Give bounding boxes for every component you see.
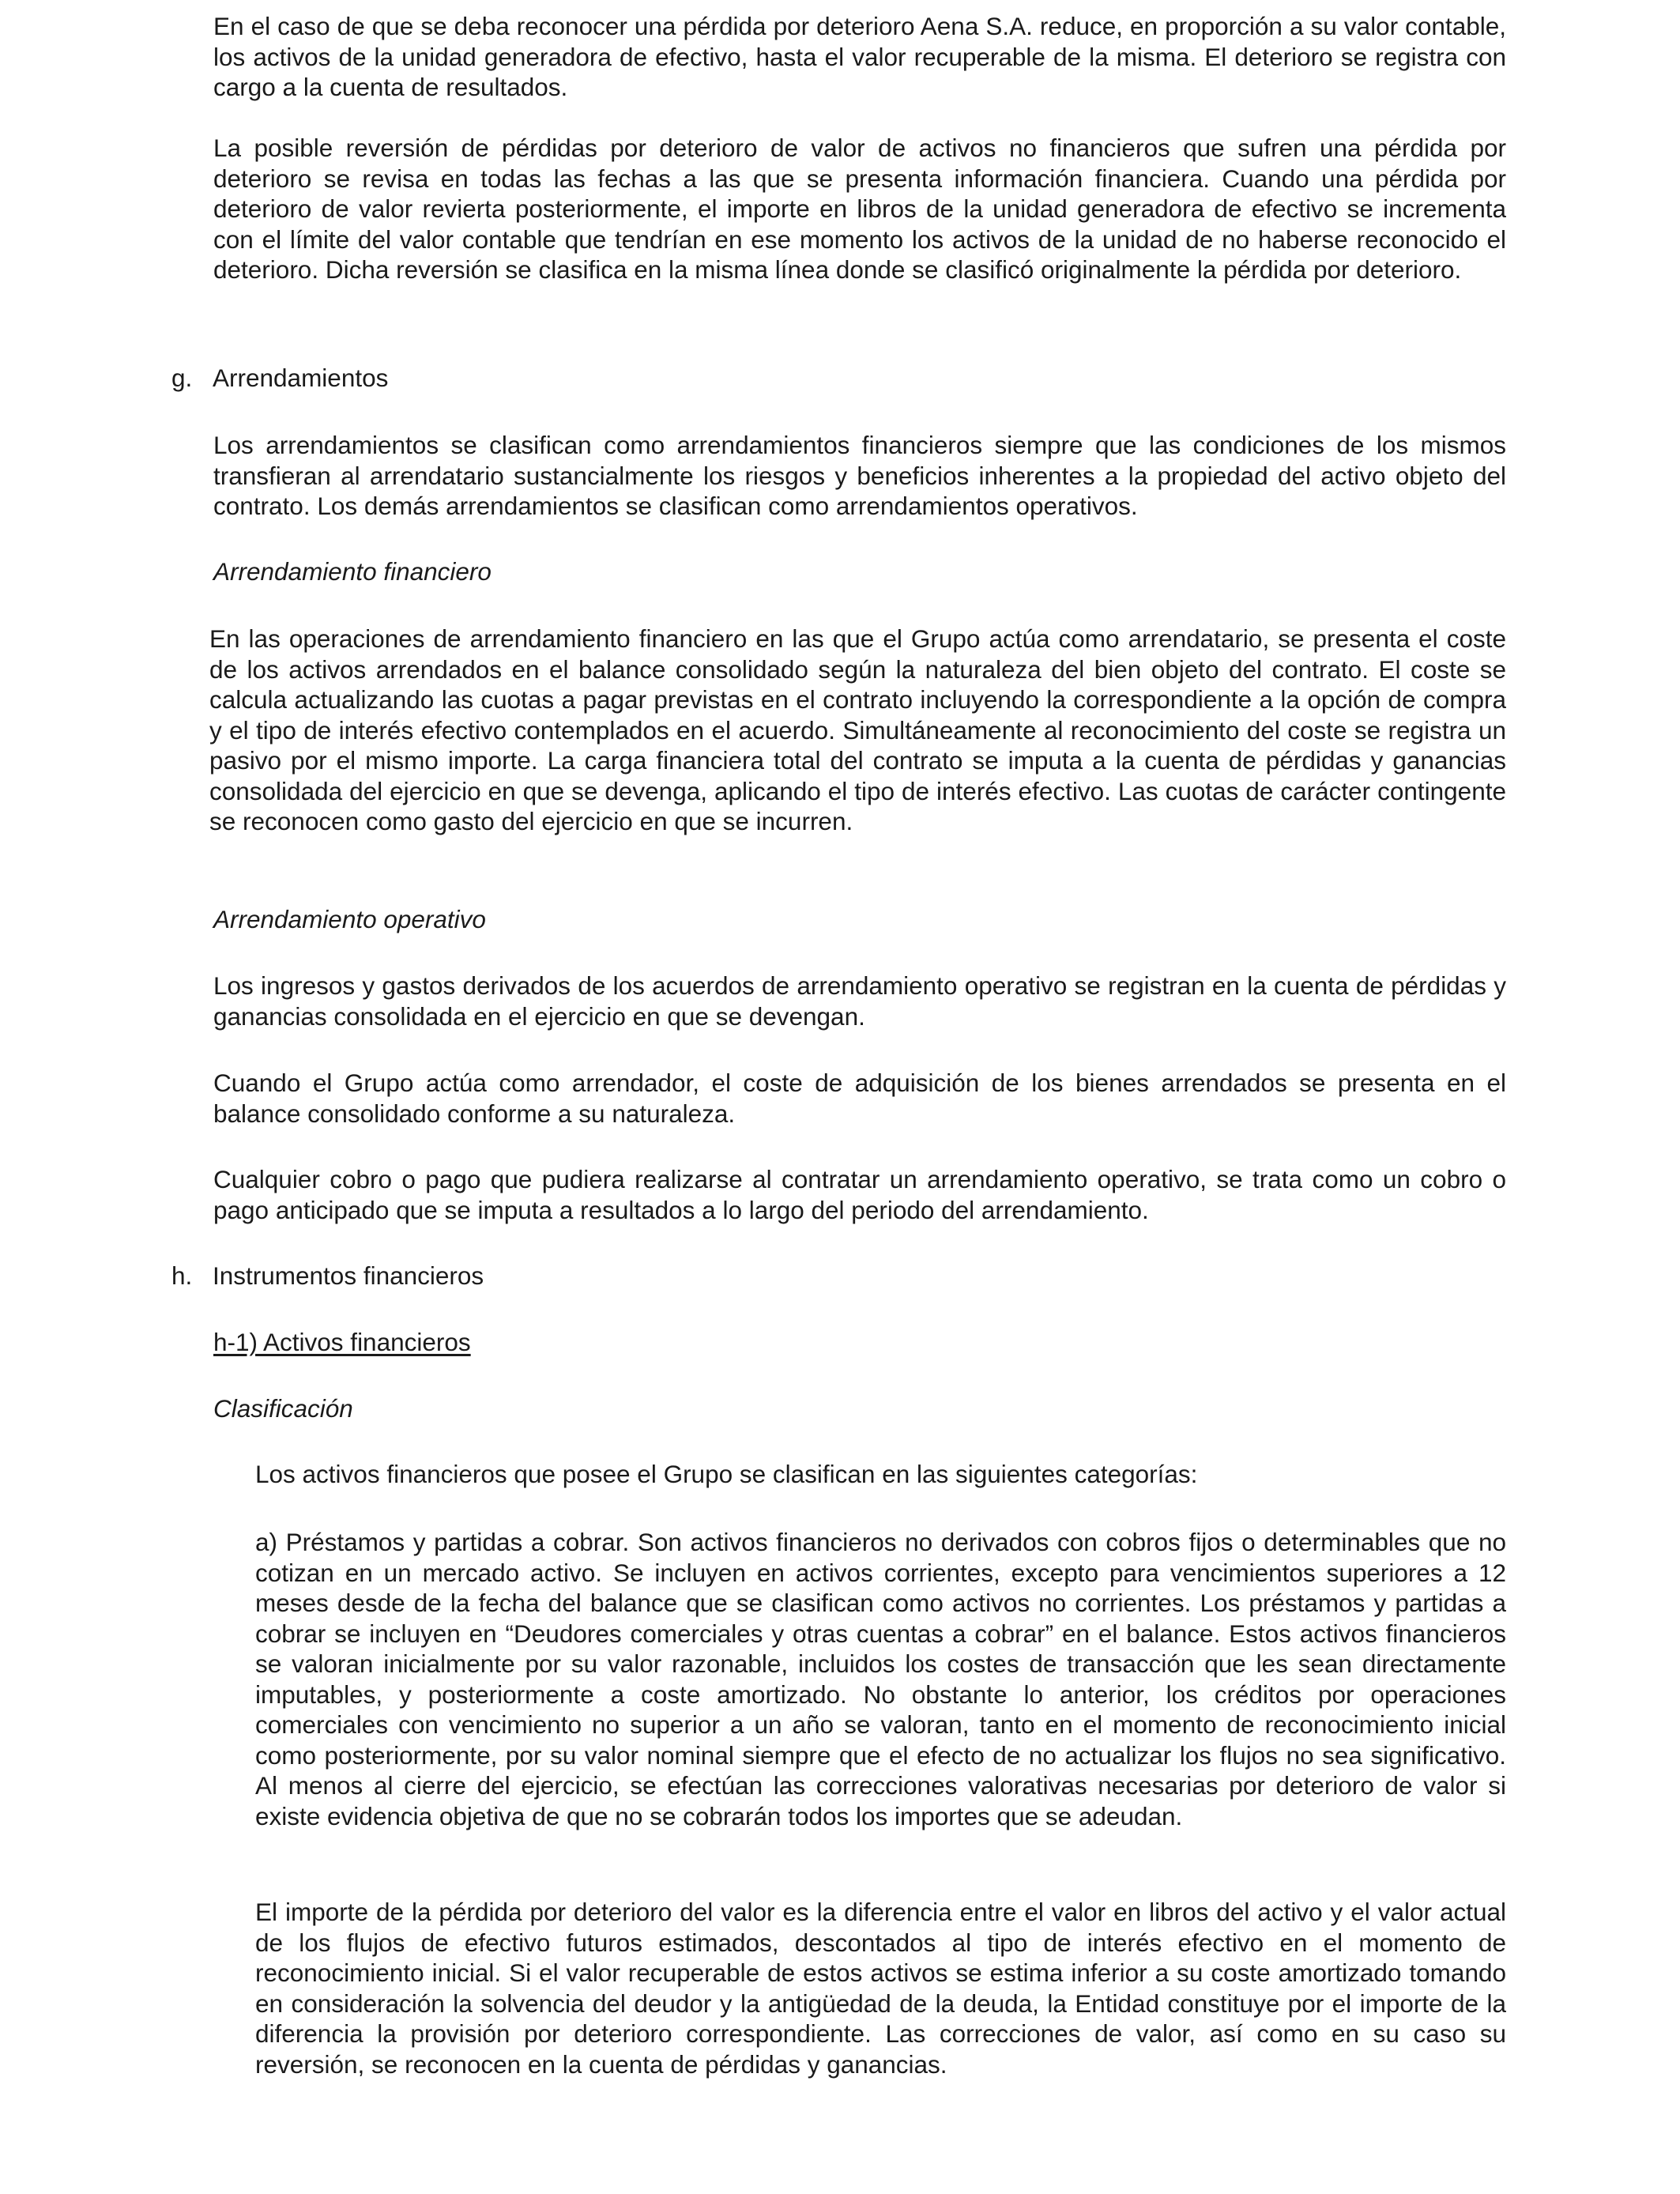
section-title-instrumentos-financieros: Instrumentos financieros <box>213 1261 484 1290</box>
paragraph-arrendamiento-operativo-3: Cualquier cobro o pago que pudiera realizarse al contratar un arrendamiento operativo, se trata como un cobro o pago anticipado que se imputa a resultados a lo largo del periodo del arrendamiento. <box>213 1165 1506 1224</box>
paragraph-deterioro-2: La posible reversión de pérdidas por deterioro de valor de activos no financieros que sufren una pérdida por deterioro se revisa en todas las fechas a las que se presenta información financiera. Cuando una pérdida por deterioro de valor revierta posteriormente, el importe en libros de la unidad generadora de efectivo se incrementa con el límite del valor contable que tendrían en ese momento los activos de la unidad de no haberse reconocido el deterioro. Dicha reversión se clasifica en la misma línea donde se clasificó originalmente la pérdida por deterioro. <box>213 134 1506 284</box>
paragraph-arrendamientos-intro: Los arrendamientos se clasifican como arrendamientos financieros siempre que las condiciones de los mismos transfieran al arrendatario sustancialmente los riesgos y beneficios inherentes a la propiedad del activo objeto del contrato. Los demás arrendamientos se clasifican como arrendamientos operativos. <box>213 431 1506 520</box>
section-letter-g: g. <box>171 364 193 392</box>
subheading-arrendamiento-financiero: Arrendamiento financiero <box>213 557 492 586</box>
paragraph-arrendamiento-operativo-2: Cuando el Grupo actúa como arrendador, el coste de adquisición de los bienes arrendados se presenta en el balance consolidado conforme a su naturaleza. <box>213 1069 1506 1128</box>
section-heading-h <box>171 1261 484 1291</box>
section-heading-g <box>171 363 388 394</box>
paragraph-clasificacion-intro: Los activos financieros que posee el Grupo se clasifican en las siguientes categorías: <box>255 1460 1198 1488</box>
subheading-clasificacion: Clasificación <box>213 1394 353 1423</box>
paragraph-arrendamiento-operativo-1: Los ingresos y gastos derivados de los acuerdos de arrendamiento operativo se registran en la cuenta de pérdidas y ganancias consolidada en el ejercicio en que se devengan. <box>213 971 1506 1031</box>
paragraph-perdida-deterioro: El importe de la pérdida por deterioro del valor es la diferencia entre el valor en libros del activo y el valor actual de los flujos de efectivo futuros estimados, descontados al tipo de interés efectivo en el momento de reconocimiento inicial. Si el valor recuperable de estos activos se estima inferior a su coste amortizado tomando en consideración la solvencia del deudor y la antigüedad de la deuda, la Entidad constituye por el importe de la diferencia la provisión por deterioro correspondiente. Las correcciones de valor, así como en su caso su reversión, se reconocen en la cuenta de pérdidas y ganancias. <box>255 1898 1506 2079</box>
paragraph-arrendamiento-financiero: En las operaciones de arrendamiento financiero en las que el Grupo actúa como arrendatario, se presenta el coste de los activos arrendados en el balance consolidado según la naturaleza del bien objeto del contrato. El coste se calcula actualizando las cuotas a pagar previstas en el contrato incluyendo la correspondiente a la opción de compra y el tipo de interés efectivo contemplados en el acuerdo. Simultáneamente al reconocimiento del coste se registra un pasivo por el mismo importe. La carga financiera total del contrato se imputa a la cuenta de pérdidas y ganancias consolidada del ejercicio en que se devenga, aplicando el tipo de interés efectivo. Las cuotas de carácter contingente se reconocen como gasto del ejercicio en que se incurren. <box>209 624 1506 835</box>
paragraph-prestamos-partidas: a) Préstamos y partidas a cobrar. Son activos financieros no derivados con cobros fijos o determinables que no cotizan en un mercado activo. Se incluyen en activos corrientes, excepto para vencimientos superiores a 12 meses desde de la fecha del balance que se clasifican como activos no corrientes. Los préstamos y partidas a cobrar se incluyen en “Deudores comerciales y otras cuentas a cobrar” en el balance. Estos activos financieros se valoran inicialmente por su valor razonable, incluidos los costes de transacción que les sean directamente imputables, y posteriormente a coste amortizado. No obstante lo anterior, los créditos por operaciones comerciales con vencimiento no superior a un año se valoran, tanto en el momento de reconocimiento inicial como posteriormente, por su valor nominal siempre que el efecto de no actualizar los flujos no sea significativo. Al menos al cierre del ejercicio, se efectúan las correcciones valorativas necesarias por deterioro de valor si existe evidencia objetiva de que no se cobrarán todos los importes que se adeudan. <box>255 1528 1506 1830</box>
subheading-activos-financieros: h-1) Activos financieros <box>213 1328 471 1356</box>
subheading-arrendamiento-operativo: Arrendamiento operativo <box>213 905 486 933</box>
section-title-arrendamientos: Arrendamientos <box>213 364 389 392</box>
paragraph-deterioro-1: En el caso de que se deba reconocer una pérdida por deterioro Aena S.A. reduce, en proporción a su valor contable, los activos de la unidad generadora de efectivo, hasta el valor recuperable de la misma. El deterioro se registra con cargo a la cuenta de resultados. <box>213 12 1506 101</box>
section-letter-h: h. <box>171 1261 193 1290</box>
